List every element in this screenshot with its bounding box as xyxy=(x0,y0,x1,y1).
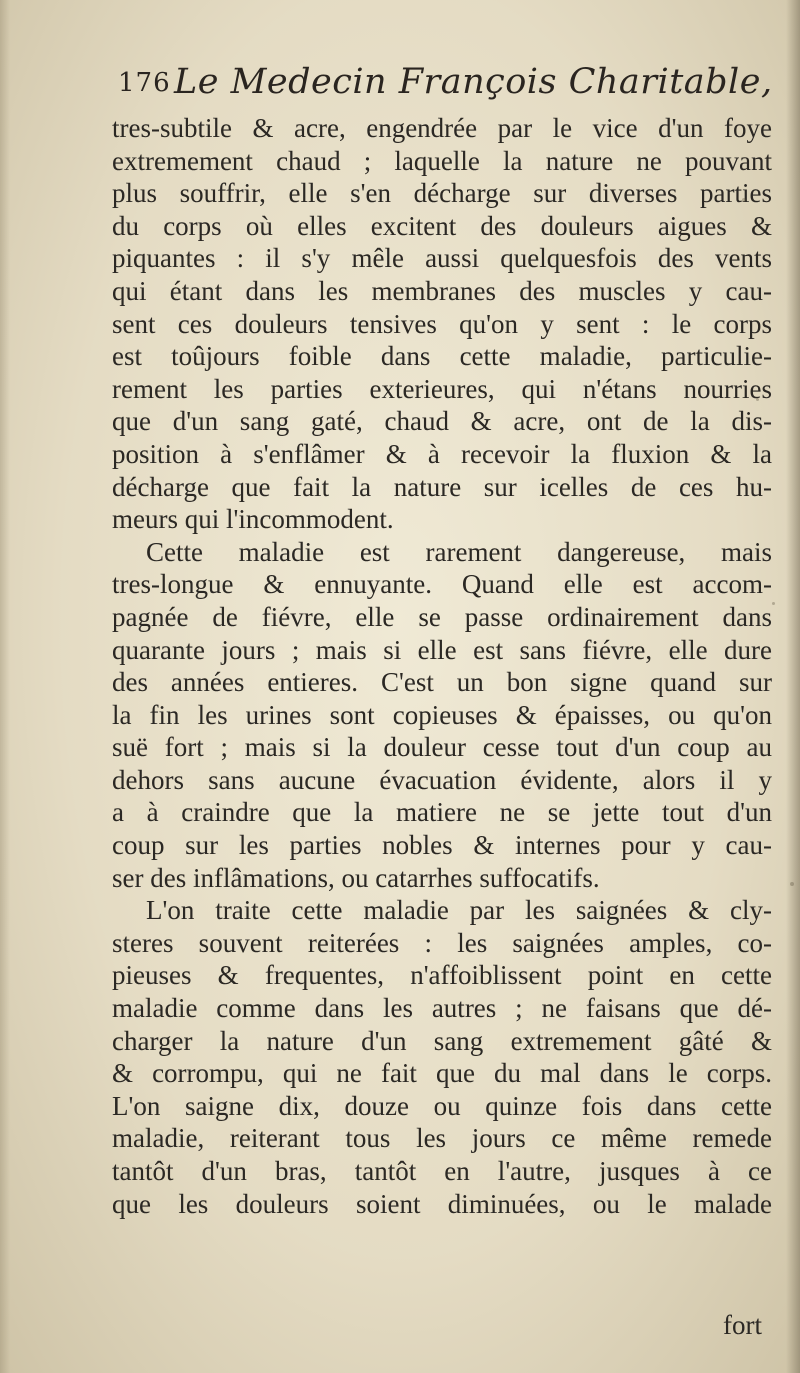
text-line: sent ces douleurs tensives qu'on y sent : le corps xyxy=(112,308,772,339)
text-line: du corps où elles excitent des douleurs aigues & xyxy=(112,210,772,241)
text-line: des années entieres. C'est un bon signe quand sur xyxy=(112,667,772,698)
text-line: pieuses & frequentes, n'affoiblissent point en cette xyxy=(112,960,772,991)
text-line: L'on saigne dix, douze ou quinze fois dans cette xyxy=(112,1090,772,1121)
page-number: 176 xyxy=(118,68,171,98)
text-line: maladie comme dans les autres ; ne faisans que dé- xyxy=(112,993,772,1024)
paragraph xyxy=(112,112,772,536)
text-line: quarante jours ; mais si elle est sans fiévre, elle dure xyxy=(112,634,772,665)
running-header xyxy=(118,62,773,108)
text-line: meurs qui l'incommodent. xyxy=(112,504,394,535)
page-right-shadow xyxy=(786,0,800,1373)
text-line: tres-subtile & acre, engendrée par le vice d'un foye xyxy=(112,113,772,143)
text-line: steres souvent reiterées : les saignées amples, co- xyxy=(112,927,772,958)
paragraph xyxy=(112,536,772,895)
text-line: Cette maladie est rarement dangereuse, mais xyxy=(146,536,772,567)
text-line: suë fort ; mais si la douleur cesse tout d'un coup au xyxy=(112,732,772,763)
text-line: tres-longue & ennuyante. Quand elle est accom- xyxy=(112,569,772,600)
text-line: charger la nature d'un sang extremement gâté & xyxy=(112,1025,772,1056)
text-line: qui étant dans les membranes des muscles y cau- xyxy=(112,275,772,306)
page-left-shadow xyxy=(0,0,10,1373)
text-line: est toûjours foible dans cette maladie, particulie- xyxy=(112,341,772,372)
paper-speck xyxy=(742,198,746,202)
text-line: rement les parties exterieures, qui n'étans nourries xyxy=(112,373,772,404)
text-line: position à s'enflâmer & à recevoir la fluxion & la xyxy=(112,438,772,469)
text-line: pagnée de fiévre, elle se passe ordinairement dans xyxy=(112,601,772,632)
paper-speck xyxy=(772,602,775,605)
text-line: piquantes : il s'y mêle aussi quelquesfois des vents xyxy=(112,243,772,274)
text-line: que les douleurs soient diminuées, ou le malade xyxy=(112,1188,772,1219)
text-line: L'on traite cette maladie par les saignées & cly- xyxy=(146,895,772,926)
body-text xyxy=(112,112,772,1220)
text-line: plus souffrir, elle s'en décharge sur diverses parties xyxy=(112,178,772,209)
text-line: & corrompu, qui ne fait que du mal dans le corps. xyxy=(112,1058,772,1089)
running-title: Le Medecin François Charitable, xyxy=(174,62,773,102)
text-line: maladie, reiterant tous les jours ce même remede xyxy=(112,1123,772,1154)
text-line: que d'un sang gaté, chaud & acre, ont de la dis- xyxy=(112,406,772,437)
text-line: dehors sans aucune évacuation évidente, alors il y xyxy=(112,764,772,795)
text-line: extremement chaud ; laquelle la nature ne pouvant xyxy=(112,145,772,176)
text-line: ser des inflâmations, ou catarrhes suffocatifs. xyxy=(112,862,600,893)
paper-speck xyxy=(756,398,759,401)
catchword: fort xyxy=(723,1310,762,1340)
text-line: décharge que fait la nature sur icelles de ces hu- xyxy=(112,471,772,502)
paragraph xyxy=(112,894,772,1220)
text-line: la fin les urines sont copieuses & épaisses, ou qu'on xyxy=(112,699,772,730)
text-line: tantôt d'un bras, tantôt en l'autre, jusques à ce xyxy=(112,1156,772,1186)
text-line: a à craindre que la matiere ne se jette tout d'un xyxy=(112,797,772,828)
text-line: coup sur les parties nobles & internes pour y cau- xyxy=(112,830,772,861)
paper-speck xyxy=(790,882,794,886)
